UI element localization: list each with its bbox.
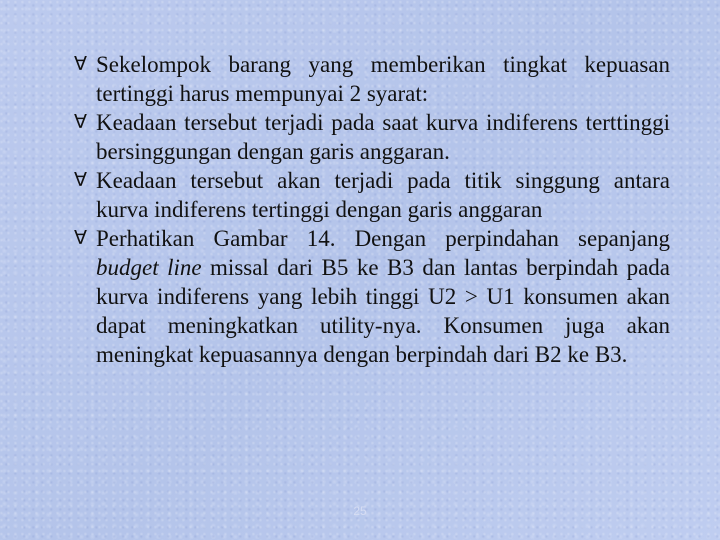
bullet-text: Keadaan tersebut akan terjadi pada titik singgung antara kurva indiferens tertinggi dengan garis anggaran bbox=[96, 168, 670, 222]
bullet-item bbox=[74, 224, 670, 369]
bullet-item bbox=[74, 108, 670, 166]
bullet-text: Keadaan tersebut terjadi pada saat kurva indiferens terttinggi bersinggungan dengan garis anggaran. bbox=[96, 110, 670, 164]
for-all-bullet-icon: ∀ bbox=[74, 111, 87, 133]
for-all-bullet-icon: ∀ bbox=[74, 169, 87, 191]
bullet-text-start: Perhatikan Gambar 14. Dengan perpindahan sepanjang bbox=[96, 226, 670, 251]
bullet-item bbox=[74, 166, 670, 224]
for-all-bullet-icon: ∀ bbox=[74, 227, 87, 249]
bullet-text: Sekelompok barang yang memberikan tingkat kepuasan tertinggi harus mempunyai 2 syarat: bbox=[96, 52, 670, 106]
bullet-text-emphasis: budget line bbox=[96, 255, 202, 280]
bullet-text-end: missal dari B5 ke B3 dan lantas berpindah pada kurva indiferens yang lebih tinggi U2 > U1 konsumen akan dapat meningkatkan utility-nya. Konsumen juga akan meningkat kepuasannya dengan berpindah dari B2 ke B3. bbox=[96, 255, 670, 367]
page-number: 25 bbox=[353, 504, 367, 518]
bullet-list bbox=[74, 50, 670, 369]
bullet-item bbox=[74, 50, 670, 108]
for-all-bullet-icon: ∀ bbox=[74, 53, 87, 75]
